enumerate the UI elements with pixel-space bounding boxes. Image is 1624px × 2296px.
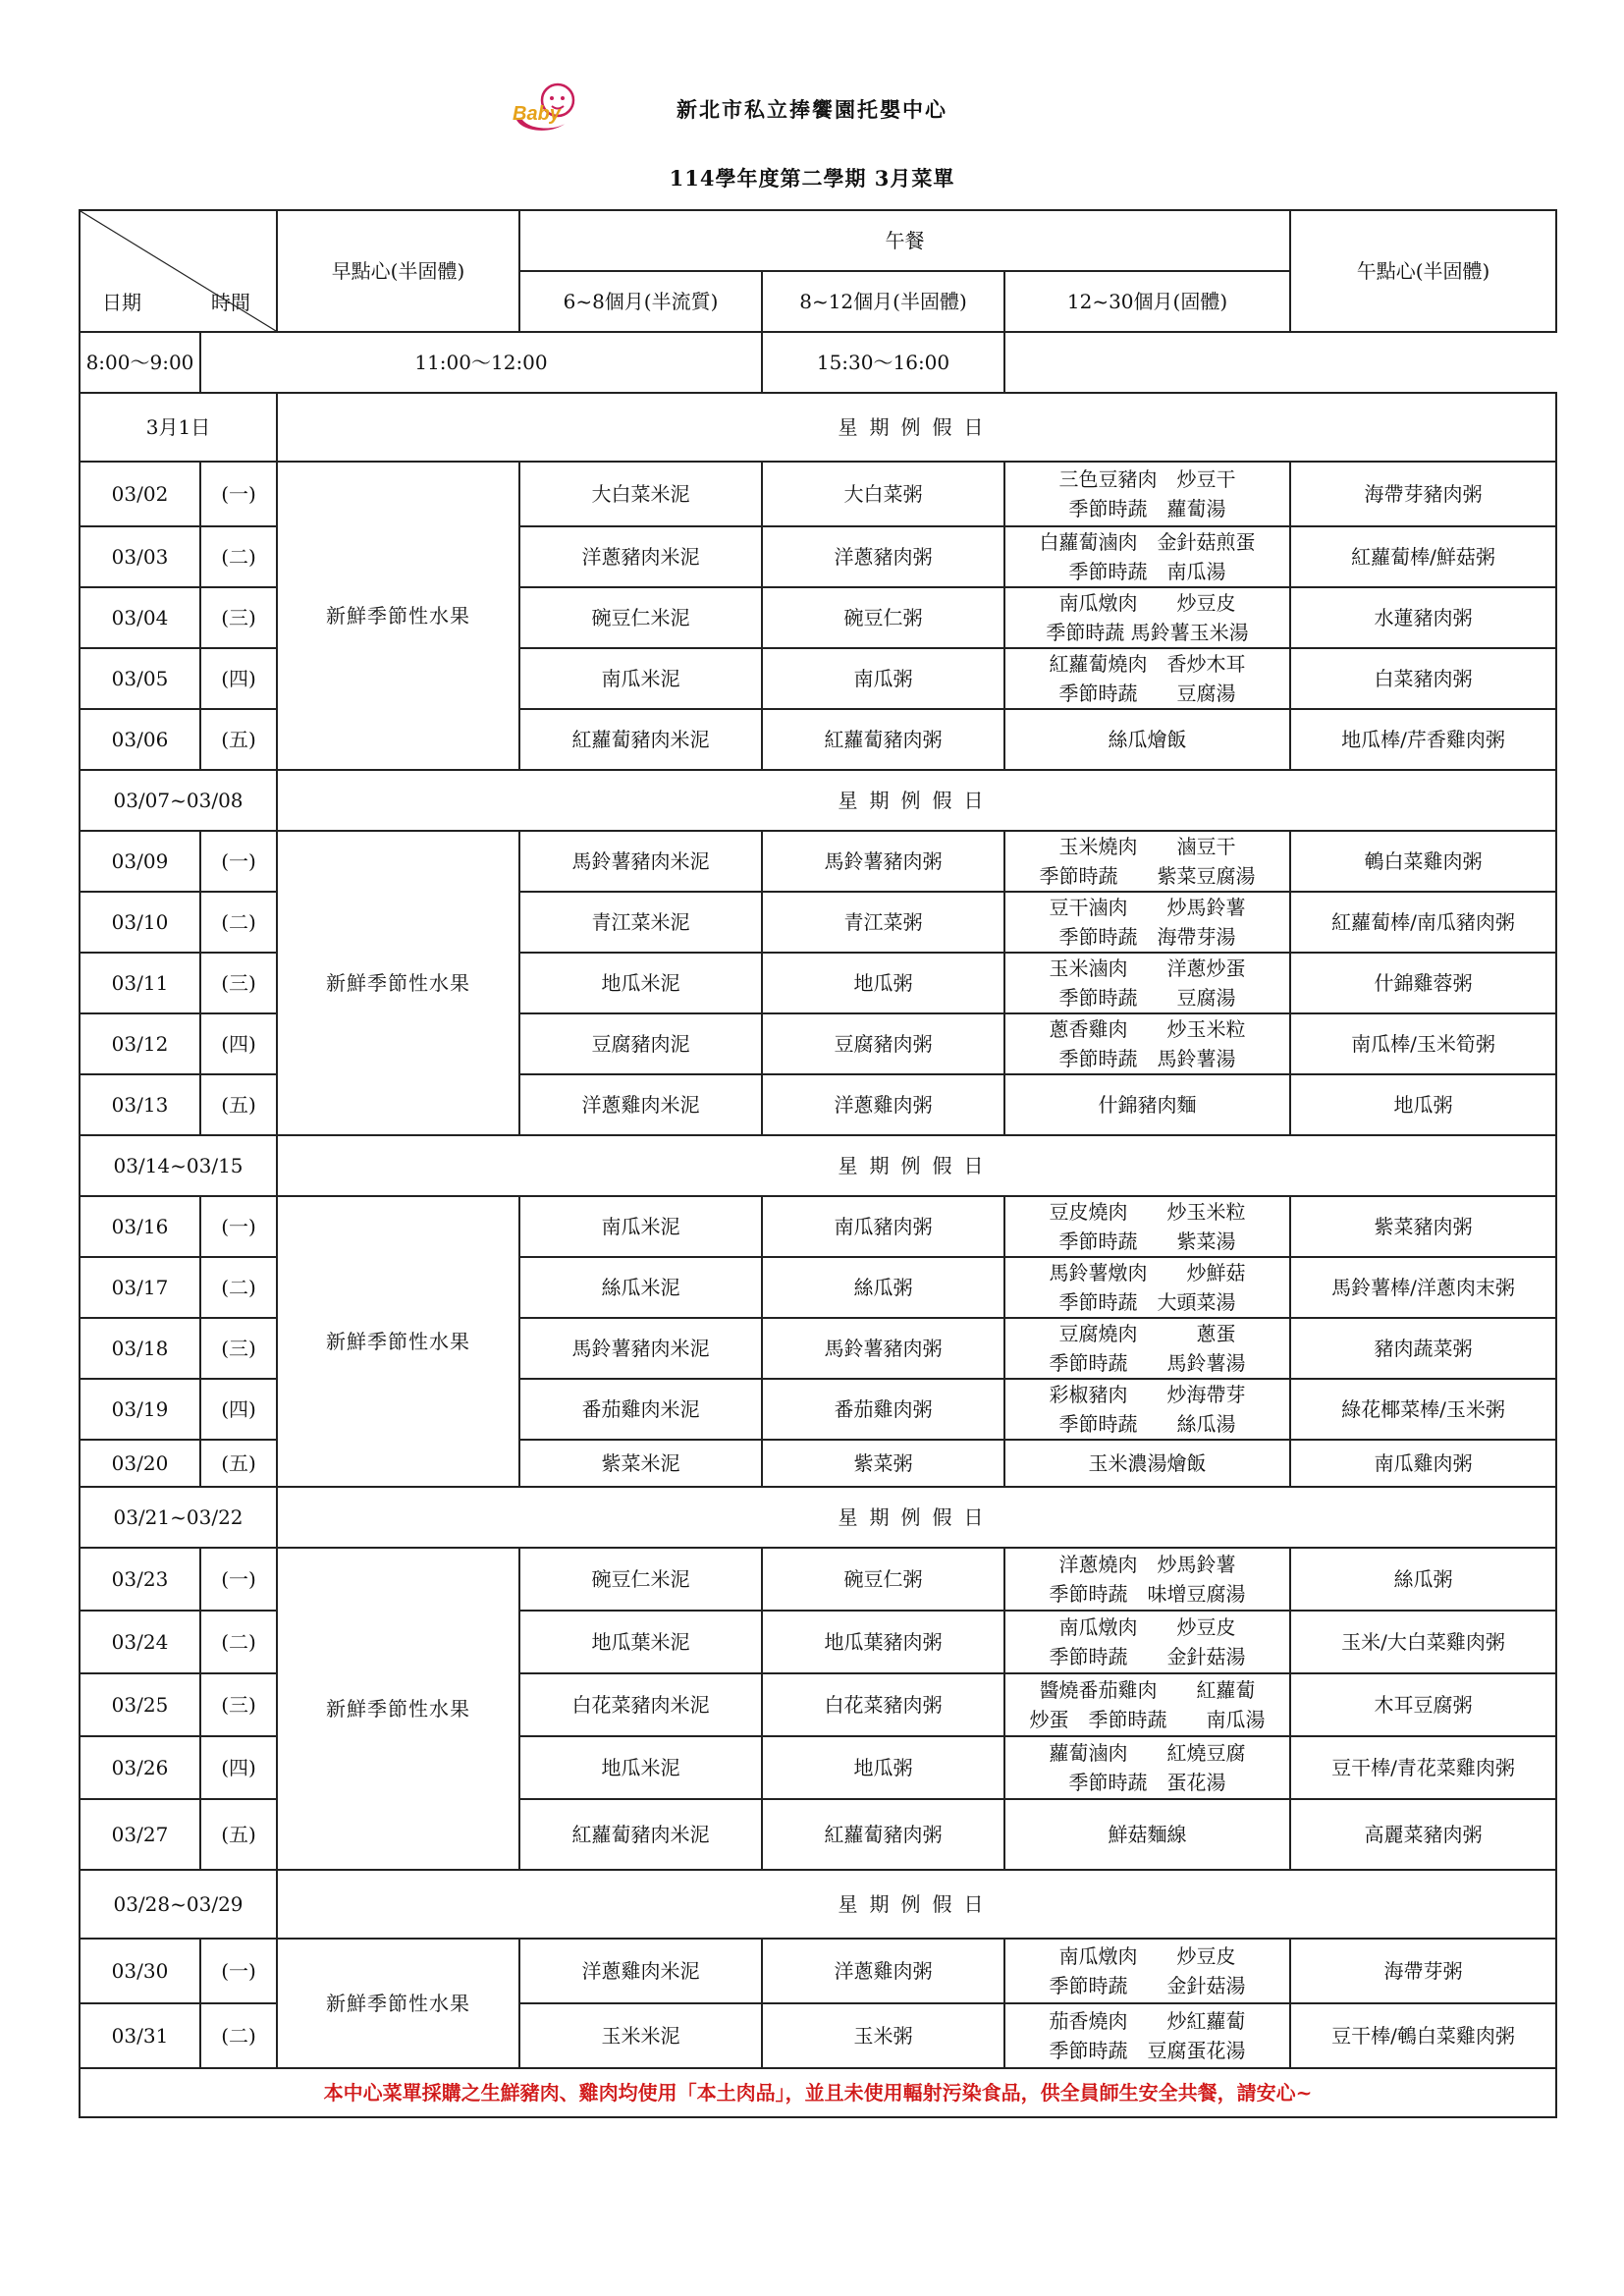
dish-line: 季節時蔬 紫菜湯 <box>1058 1230 1236 1253</box>
day-weekday: (四) <box>200 1379 277 1440</box>
afternoon-snack-dish: 豬肉蔬菜粥 <box>1290 1318 1556 1379</box>
lunch-6-8-dish: 番茄雞肉米泥 <box>519 1379 762 1440</box>
dish-line: 洋蔥燒肉 炒馬鈴薯 <box>1058 1553 1236 1576</box>
dish-line: 季節時蔬 馬鈴薯湯 <box>1058 1047 1236 1070</box>
day-weekday: (三) <box>200 953 277 1013</box>
lunch-8-12-dish: 地瓜粥 <box>762 1736 1004 1799</box>
lunch-8-12-dish: 碗豆仁粥 <box>762 587 1004 648</box>
dish-line: 季節時蔬 蘿蔔湯 <box>1068 497 1226 520</box>
holiday-label: 星期例假日 <box>277 1487 1556 1548</box>
lunch-12-30-header: 12~30個月(固體) <box>1004 271 1290 332</box>
lunch-12-30-dish <box>1004 1196 1290 1257</box>
day-weekday: (一) <box>200 1939 277 2003</box>
lunch-12-30-dish <box>1004 1939 1290 2003</box>
dish-line: 豆干滷肉 炒馬鈴薯 <box>1049 896 1246 919</box>
morning-fruit: 新鮮季節性水果 <box>277 831 519 1135</box>
dish-line: 鮮菇麵線 <box>1108 1823 1187 1846</box>
lunch-8-12-dish: 地瓜粥 <box>762 953 1004 1013</box>
morning-snack-header: 早點心(半固體) <box>277 210 519 332</box>
lunch-8-12-dish: 青江菜粥 <box>762 892 1004 953</box>
dish-line: 蔥香雞肉 炒玉米粒 <box>1049 1017 1246 1041</box>
lunch-12-30-dish <box>1004 587 1290 648</box>
lunch-8-12-dish: 紫菜粥 <box>762 1440 1004 1487</box>
day-date: 03/09 <box>80 831 200 892</box>
lunch-6-8-dish: 地瓜葉米泥 <box>519 1611 762 1673</box>
lunch-8-12-dish: 南瓜粥 <box>762 648 1004 709</box>
holiday-label: 星期例假日 <box>277 393 1556 462</box>
lunch-6-8-dish: 洋蔥雞肉米泥 <box>519 1939 762 2003</box>
lunch-12-30-dish <box>1004 462 1290 526</box>
dish-line: 季節時蔬 豆腐蛋花湯 <box>1049 2039 1246 2062</box>
morning-fruit: 新鮮季節性水果 <box>277 1939 519 2068</box>
afternoon-snack-dish: 高麗菜豬肉粥 <box>1290 1799 1556 1870</box>
dish-line: 南瓜燉肉 炒豆皮 <box>1058 1615 1236 1639</box>
holiday-date: 03/07~03/08 <box>80 770 277 831</box>
day-weekday: (一) <box>200 831 277 892</box>
dish-line: 季節時蔬 蛋花湯 <box>1068 1771 1226 1794</box>
lunch-8-12-dish: 地瓜葉豬肉粥 <box>762 1611 1004 1673</box>
lunch-8-12-dish: 南瓜豬肉粥 <box>762 1196 1004 1257</box>
lunch-8-12-dish: 馬鈴薯豬肉粥 <box>762 1318 1004 1379</box>
dish-line: 彩椒豬肉 炒海帶芽 <box>1049 1383 1246 1406</box>
morning-time: 8:00～9:00 <box>80 332 200 393</box>
day-date: 03/30 <box>80 1939 200 2003</box>
lunch-8-12-dish: 碗豆仁粥 <box>762 1548 1004 1611</box>
dish-line: 季節時蔬 豆腐湯 <box>1058 682 1236 705</box>
day-date: 03/26 <box>80 1736 200 1799</box>
afternoon-snack-dish: 絲瓜粥 <box>1290 1548 1556 1611</box>
afternoon-snack-dish: 水蓮豬肉粥 <box>1290 587 1556 648</box>
dish-line: 紅蘿蔔燒肉 香炒木耳 <box>1049 652 1246 676</box>
day-weekday: (四) <box>200 1013 277 1074</box>
lunch-12-30-dish <box>1004 1611 1290 1673</box>
holiday-date: 03/14~03/15 <box>80 1135 277 1196</box>
afternoon-snack-dish: 綠花椰菜棒/玉米粥 <box>1290 1379 1556 1440</box>
afternoon-snack-dish: 紅蘿蔔棒/鮮菇粥 <box>1290 526 1556 587</box>
dish-line: 南瓜燉肉 炒豆皮 <box>1058 1944 1236 1968</box>
lunch-12-30-dish <box>1004 1379 1290 1440</box>
dish-line: 馬鈴薯燉肉 炒鮮菇 <box>1049 1261 1246 1285</box>
day-date: 03/27 <box>80 1799 200 1870</box>
lunch-6-8-dish: 絲瓜米泥 <box>519 1257 762 1318</box>
afternoon-snack-dish: 馬鈴薯棒/洋蔥肉末粥 <box>1290 1257 1556 1318</box>
day-weekday: (四) <box>200 1736 277 1799</box>
day-date: 03/04 <box>80 587 200 648</box>
day-date: 03/16 <box>80 1196 200 1257</box>
lunch-6-8-dish: 大白菜米泥 <box>519 462 762 526</box>
day-weekday: (三) <box>200 587 277 648</box>
lunch-6-8-dish: 馬鈴薯豬肉米泥 <box>519 831 762 892</box>
menu-day-row <box>80 1939 1556 2003</box>
day-weekday: (一) <box>200 1196 277 1257</box>
lunch-6-8-dish: 碗豆仁米泥 <box>519 1548 762 1611</box>
lunch-8-12-dish: 玉米粥 <box>762 2003 1004 2068</box>
lunch-6-8-dish: 紅蘿蔔豬肉米泥 <box>519 709 762 770</box>
lunch-8-12-dish: 番茄雞肉粥 <box>762 1379 1004 1440</box>
dish-line: 季節時蔬 金針菇湯 <box>1049 1645 1246 1668</box>
afternoon-snack-dish: 什錦雞蓉粥 <box>1290 953 1556 1013</box>
lunch-6-8-dish: 南瓜米泥 <box>519 648 762 709</box>
lunch-12-30-dish <box>1004 526 1290 587</box>
dish-line: 季節時蔬 海帶芽湯 <box>1058 925 1236 949</box>
lunch-6-8-dish: 豆腐豬肉泥 <box>519 1013 762 1074</box>
afternoon-snack-dish: 南瓜棒/玉米筍粥 <box>1290 1013 1556 1074</box>
lunch-8-12-dish: 洋蔥雞肉粥 <box>762 1939 1004 2003</box>
dish-line: 玉米濃湯燴飯 <box>1088 1451 1207 1475</box>
menu-day-row <box>80 1196 1556 1257</box>
day-date: 03/10 <box>80 892 200 953</box>
holiday-date: 03/21~03/22 <box>80 1487 277 1548</box>
lunch-8-12-dish: 洋蔥豬肉粥 <box>762 526 1004 587</box>
day-weekday: (二) <box>200 892 277 953</box>
menu-day-row <box>80 1548 1556 1611</box>
lunch-12-30-dish <box>1004 1799 1290 1870</box>
day-weekday: (二) <box>200 2003 277 2068</box>
notice-text: 本中心菜單採購之生鮮豬肉、雞肉均使用「本土肉品」，並且未使用輻射污染食品，供全員師生安全共餐，請安心~ <box>80 2068 1556 2117</box>
page-title: 新北市私立捧饗園托嬰中心 <box>677 97 947 122</box>
dish-line: 季節時蔬 馬鈴薯湯 <box>1049 1351 1246 1375</box>
day-weekday: (四) <box>200 648 277 709</box>
day-date: 03/13 <box>80 1074 200 1135</box>
afternoon-snack-dish: 豆干棒/鵪白菜雞肉粥 <box>1290 2003 1556 2068</box>
lunch-12-30-dish <box>1004 1440 1290 1487</box>
dish-line: 豆腐燒肉 蔥蛋 <box>1058 1322 1236 1345</box>
afternoon-snack-dish: 紅蘿蔔棒/南瓜豬肉粥 <box>1290 892 1556 953</box>
day-date: 03/18 <box>80 1318 200 1379</box>
date-label: 日期 <box>102 291 141 314</box>
holiday-label: 星期例假日 <box>277 1135 1556 1196</box>
day-date: 03/31 <box>80 2003 200 2068</box>
lunch-12-30-dish <box>1004 1074 1290 1135</box>
morning-fruit: 新鮮季節性水果 <box>277 1548 519 1870</box>
lunch-8-12-dish: 豆腐豬肉粥 <box>762 1013 1004 1074</box>
afternoon-snack-header: 午點心(半固體) <box>1290 210 1556 332</box>
afternoon-time: 15:30～16:00 <box>762 332 1004 393</box>
day-weekday: (三) <box>200 1318 277 1379</box>
lunch-time: 11:00～12:00 <box>200 332 762 393</box>
holiday-date: 3月1日 <box>80 393 277 462</box>
dish-line: 玉米滷肉 洋蔥炒蛋 <box>1049 957 1246 980</box>
date-time-header <box>80 210 277 332</box>
menu-day-row <box>80 831 1556 892</box>
dish-line: 醬燒番茄雞肉 紅蘿蔔 <box>1039 1678 1256 1702</box>
dish-line: 茄香燒肉 炒紅蘿蔔 <box>1049 2009 1246 2033</box>
lunch-6-8-dish: 青江菜米泥 <box>519 892 762 953</box>
lunch-12-30-dish <box>1004 1318 1290 1379</box>
lunch-8-12-dish: 絲瓜粥 <box>762 1257 1004 1318</box>
dish-line: 絲瓜燴飯 <box>1108 728 1187 751</box>
holiday-label: 星期例假日 <box>277 770 1556 831</box>
page-subtitle: 114學年度第二學期 3月菜單 <box>669 166 955 191</box>
day-weekday: (五) <box>200 709 277 770</box>
dish-line: 南瓜燉肉 炒豆皮 <box>1058 591 1236 615</box>
day-date: 03/23 <box>80 1548 200 1611</box>
day-weekday: (五) <box>200 1799 277 1870</box>
day-date: 03/20 <box>80 1440 200 1487</box>
day-date: 03/02 <box>80 462 200 526</box>
dish-line: 季節時蔬 南瓜湯 <box>1068 560 1226 583</box>
dish-line: 白蘿蔔滷肉 金針菇煎蛋 <box>1039 530 1256 554</box>
afternoon-snack-dish: 鵪白菜雞肉粥 <box>1290 831 1556 892</box>
dish-line: 豆皮燒肉 炒玉米粒 <box>1049 1200 1246 1224</box>
dish-line: 三色豆豬肉 炒豆干 <box>1058 467 1236 491</box>
time-label: 時間 <box>211 291 250 314</box>
logo-text: Baby <box>513 103 561 125</box>
lunch-12-30-dish <box>1004 1736 1290 1799</box>
lunch-12-30-dish <box>1004 1013 1290 1074</box>
lunch-6-8-dish: 白花菜豬肉米泥 <box>519 1673 762 1736</box>
day-date: 03/06 <box>80 709 200 770</box>
day-weekday: (二) <box>200 1257 277 1318</box>
day-date: 03/12 <box>80 1013 200 1074</box>
dish-line: 季節時蔬 紫菜豆腐湯 <box>1039 864 1256 888</box>
lunch-6-8-dish: 南瓜米泥 <box>519 1196 762 1257</box>
dish-line: 季節時蔬 大頭菜湯 <box>1058 1290 1236 1314</box>
lunch-12-30-dish <box>1004 709 1290 770</box>
lunch-header: 午餐 <box>519 210 1290 271</box>
lunch-8-12-header: 8~12個月(半固體) <box>762 271 1004 332</box>
day-date: 03/25 <box>80 1673 200 1736</box>
afternoon-snack-dish: 木耳豆腐粥 <box>1290 1673 1556 1736</box>
lunch-6-8-dish: 玉米米泥 <box>519 2003 762 2068</box>
morning-fruit: 新鮮季節性水果 <box>277 462 519 770</box>
menu-day-row <box>80 462 1556 526</box>
dish-line: 玉米燒肉 滷豆干 <box>1058 835 1236 858</box>
afternoon-snack-dish: 豆干棒/青花菜雞肉粥 <box>1290 1736 1556 1799</box>
dish-line: 季節時蔬 金針菇湯 <box>1049 1974 1246 1997</box>
dish-line: 季節時蔬 絲瓜湯 <box>1058 1412 1236 1436</box>
afternoon-snack-dish: 海帶芽粥 <box>1290 1939 1556 2003</box>
dish-line: 季節時蔬 味增豆腐湯 <box>1049 1582 1246 1606</box>
day-weekday: (三) <box>200 1673 277 1736</box>
lunch-12-30-dish <box>1004 2003 1290 2068</box>
dish-line: 炒蛋 季節時蔬 南瓜湯 <box>1029 1708 1266 1731</box>
dish-line: 季節時蔬 馬鈴薯玉米湯 <box>1046 621 1249 644</box>
lunch-6-8-dish: 碗豆仁米泥 <box>519 587 762 648</box>
lunch-6-8-dish: 地瓜米泥 <box>519 1736 762 1799</box>
lunch-12-30-dish <box>1004 831 1290 892</box>
lunch-6-8-header: 6~8個月(半流質) <box>519 271 762 332</box>
lunch-8-12-dish: 白花菜豬肉粥 <box>762 1673 1004 1736</box>
afternoon-snack-dish: 海帶芽豬肉粥 <box>1290 462 1556 526</box>
lunch-8-12-dish: 大白菜粥 <box>762 462 1004 526</box>
lunch-12-30-dish <box>1004 648 1290 709</box>
afternoon-snack-dish: 玉米/大白菜雞肉粥 <box>1290 1611 1556 1673</box>
lunch-6-8-dish: 洋蔥豬肉米泥 <box>519 526 762 587</box>
afternoon-snack-dish: 白菜豬肉粥 <box>1290 648 1556 709</box>
holiday-label: 星期例假日 <box>277 1870 1556 1939</box>
lunch-6-8-dish: 地瓜米泥 <box>519 953 762 1013</box>
lunch-6-8-dish: 馬鈴薯豬肉米泥 <box>519 1318 762 1379</box>
lunch-12-30-dish <box>1004 1673 1290 1736</box>
day-date: 03/19 <box>80 1379 200 1440</box>
day-weekday: (五) <box>200 1074 277 1135</box>
lunch-6-8-dish: 紫菜米泥 <box>519 1440 762 1487</box>
lunch-12-30-dish <box>1004 953 1290 1013</box>
lunch-8-12-dish: 紅蘿蔔豬肉粥 <box>762 709 1004 770</box>
day-weekday: (一) <box>200 462 277 526</box>
day-date: 03/24 <box>80 1611 200 1673</box>
lunch-6-8-dish: 洋蔥雞肉米泥 <box>519 1074 762 1135</box>
lunch-6-8-dish: 紅蘿蔔豬肉米泥 <box>519 1799 762 1870</box>
lunch-8-12-dish: 紅蘿蔔豬肉粥 <box>762 1799 1004 1870</box>
day-date: 03/11 <box>80 953 200 1013</box>
day-weekday: (五) <box>200 1440 277 1487</box>
menu-table <box>79 209 1557 2118</box>
afternoon-snack-dish: 地瓜棒/芹香雞肉粥 <box>1290 709 1556 770</box>
morning-fruit: 新鮮季節性水果 <box>277 1196 519 1487</box>
afternoon-snack-dish: 南瓜雞肉粥 <box>1290 1440 1556 1487</box>
day-date: 03/03 <box>80 526 200 587</box>
day-date: 03/17 <box>80 1257 200 1318</box>
day-weekday: (一) <box>200 1548 277 1611</box>
lunch-8-12-dish: 洋蔥雞肉粥 <box>762 1074 1004 1135</box>
lunch-12-30-dish <box>1004 892 1290 953</box>
dish-line: 蘿蔔滷肉 紅燒豆腐 <box>1049 1741 1246 1765</box>
lunch-8-12-dish: 馬鈴薯豬肉粥 <box>762 831 1004 892</box>
dish-line: 季節時蔬 豆腐湯 <box>1058 986 1236 1010</box>
afternoon-snack-dish: 地瓜粥 <box>1290 1074 1556 1135</box>
dish-line: 什錦豬肉麵 <box>1098 1093 1197 1117</box>
lunch-12-30-dish <box>1004 1548 1290 1611</box>
day-weekday: (二) <box>200 526 277 587</box>
holiday-date: 03/28~03/29 <box>80 1870 277 1939</box>
day-date: 03/05 <box>80 648 200 709</box>
day-weekday: (二) <box>200 1611 277 1673</box>
afternoon-snack-dish: 紫菜豬肉粥 <box>1290 1196 1556 1257</box>
lunch-12-30-dish <box>1004 1257 1290 1318</box>
